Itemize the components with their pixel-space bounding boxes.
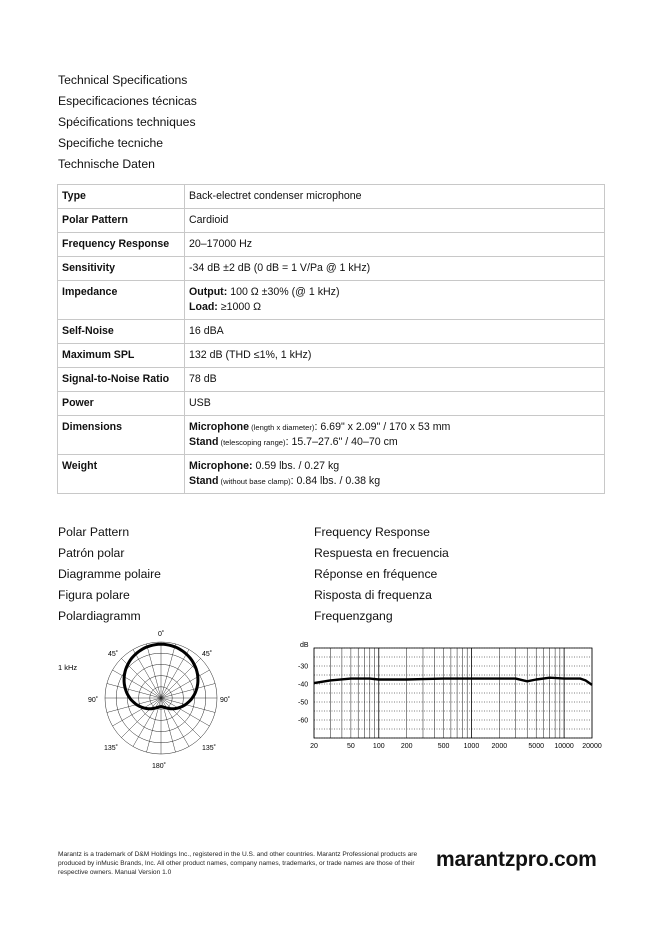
angle-label-45-right: 45˚ [202, 651, 213, 658]
polar-grid [105, 642, 217, 754]
freq-title-fr: Réponse en fréquence [314, 567, 438, 581]
polar-title-es: Patrón polar [58, 546, 125, 560]
spec-key: Sensitivity [58, 257, 185, 281]
spec-value: USB [185, 392, 605, 416]
angle-label-135-right: 135˚ [202, 745, 217, 752]
chart-frame [314, 648, 592, 738]
y-axis-label: dB [300, 642, 309, 649]
spec-table [57, 184, 605, 494]
y-tick-label: -40 [298, 681, 309, 689]
dim-mic-label: Microphone [189, 421, 250, 433]
spec-value: Back-electret condenser microphone [185, 185, 605, 209]
freq-title-en: Frequency Response [314, 525, 430, 539]
heading-en: Technical Specifications [58, 73, 188, 87]
spec-value: 16 dBA [185, 320, 605, 344]
angle-label-180: 180˚ [152, 763, 167, 770]
x-tick-label: 500 [437, 743, 450, 750]
polar-titles [58, 522, 161, 627]
wt-mic-label: Microphone: [189, 460, 253, 472]
x-tick-label: 20 [310, 743, 318, 750]
spec-key: Polar Pattern [58, 209, 185, 233]
response-curve [314, 678, 592, 685]
output-value: 100 Ω ±30% (@ 1 kHz) [227, 286, 340, 298]
dim-mic-note: (length x diameter) [249, 423, 315, 432]
x-tick-label: 1000 [463, 743, 480, 750]
angle-label-135-left: 135˚ [104, 745, 119, 752]
x-tick-label: 20000 [582, 743, 602, 750]
x-tick-label: 10000 [554, 743, 574, 750]
spec-headings [58, 70, 197, 175]
polar-frequency-label: 1 kHz [58, 663, 78, 672]
frequency-response-chart [292, 638, 608, 758]
output-label: Output: [189, 286, 228, 298]
x-tick-label: 50 [346, 743, 355, 750]
wt-stand-value: : 0.84 lbs. / 0.38 kg [290, 475, 381, 487]
spec-value: Cardioid [185, 209, 605, 233]
polar-title-fr: Diagramme polaire [58, 567, 161, 581]
spec-key: Self-Noise [58, 320, 185, 344]
freq-titles [314, 522, 449, 627]
dim-stand-note: (telescoping range) [218, 438, 286, 447]
y-tick-label: -50 [298, 699, 309, 707]
polar-title-it: Figura polare [58, 588, 130, 602]
angle-label-0: 0˚ [158, 631, 165, 638]
table-row [58, 281, 605, 320]
spec-key: Dimensions [58, 416, 185, 455]
brand-url: marantzpro.com [436, 848, 597, 871]
polar-title-de: Polardiagramm [58, 609, 141, 623]
table-row [58, 392, 605, 416]
heading-it: Specifiche tecniche [58, 136, 164, 150]
load-value: ≥1000 Ω [217, 301, 262, 313]
spec-value: 78 dB [185, 368, 605, 392]
x-tick-label: 5000 [528, 743, 544, 750]
spec-key: Frequency Response [58, 233, 185, 257]
angle-label-45-left: 45˚ [108, 651, 119, 658]
table-row [58, 368, 605, 392]
heading-es: Especificaciones técnicas [58, 94, 197, 108]
wt-stand-note: (without base clamp) [218, 477, 291, 486]
spec-value [185, 455, 605, 494]
dim-stand-value: : 15.7–27.6" / 40–70 cm [285, 436, 398, 448]
table-row [58, 344, 605, 368]
y-tick-label: -60 [298, 717, 309, 725]
spec-key: Impedance [58, 281, 185, 320]
y-tick-label: -30 [298, 663, 309, 671]
table-row [58, 209, 605, 233]
spec-key: Maximum SPL [58, 344, 185, 368]
load-label: Load: [189, 301, 218, 313]
table-row [58, 185, 605, 209]
angle-label-90-left: 90˚ [88, 697, 99, 704]
polar-diagram [58, 626, 278, 776]
table-row [58, 455, 605, 494]
freq-title-es: Respuesta en frecuencia [314, 546, 449, 560]
x-tick-label: 200 [400, 743, 413, 750]
dim-stand-label: Stand [189, 436, 219, 448]
spec-value: 132 dB (THD ≤1%, 1 kHz) [185, 344, 605, 368]
wt-stand-label: Stand [189, 475, 219, 487]
heading-fr: Spécifications techniques [58, 115, 196, 129]
table-row [58, 257, 605, 281]
heading-de: Technische Daten [58, 157, 155, 171]
spec-key: Weight [58, 455, 185, 494]
freq-title-it: Risposta di frequenza [314, 588, 432, 602]
angle-label-90-right: 90˚ [220, 697, 231, 704]
wt-mic-value: 0.59 lbs. / 0.27 kg [252, 460, 340, 472]
spec-value: 20–17000 Hz [185, 233, 605, 257]
legal-notice: Marantz is a trademark of D&M Holdings Inc., registered in the U.S. and other countries. Marantz Professional products are produced by inMusic Brands, Inc. All other product names, company names, trademarks, or trade names are those of their respective owners. Manual Version 1.0 [58, 851, 418, 876]
polar-title-en: Polar Pattern [58, 525, 130, 539]
spec-value: -34 dB ±2 dB (0 dB = 1 V/Pa @ 1 kHz) [185, 257, 605, 281]
spec-value [185, 281, 605, 320]
freq-title-de: Frequenzgang [314, 609, 393, 623]
spec-key: Power [58, 392, 185, 416]
table-row [58, 416, 605, 455]
spec-key: Type [58, 185, 185, 209]
dim-mic-value: : 6.69" x 2.09" / 170 x 53 mm [314, 421, 451, 433]
table-row [58, 320, 605, 344]
spec-key: Signal-to-Noise Ratio [58, 368, 185, 392]
table-row [58, 233, 605, 257]
x-tick-label: 2000 [491, 743, 508, 750]
spec-value [185, 416, 605, 455]
x-tick-label: 100 [372, 743, 385, 750]
